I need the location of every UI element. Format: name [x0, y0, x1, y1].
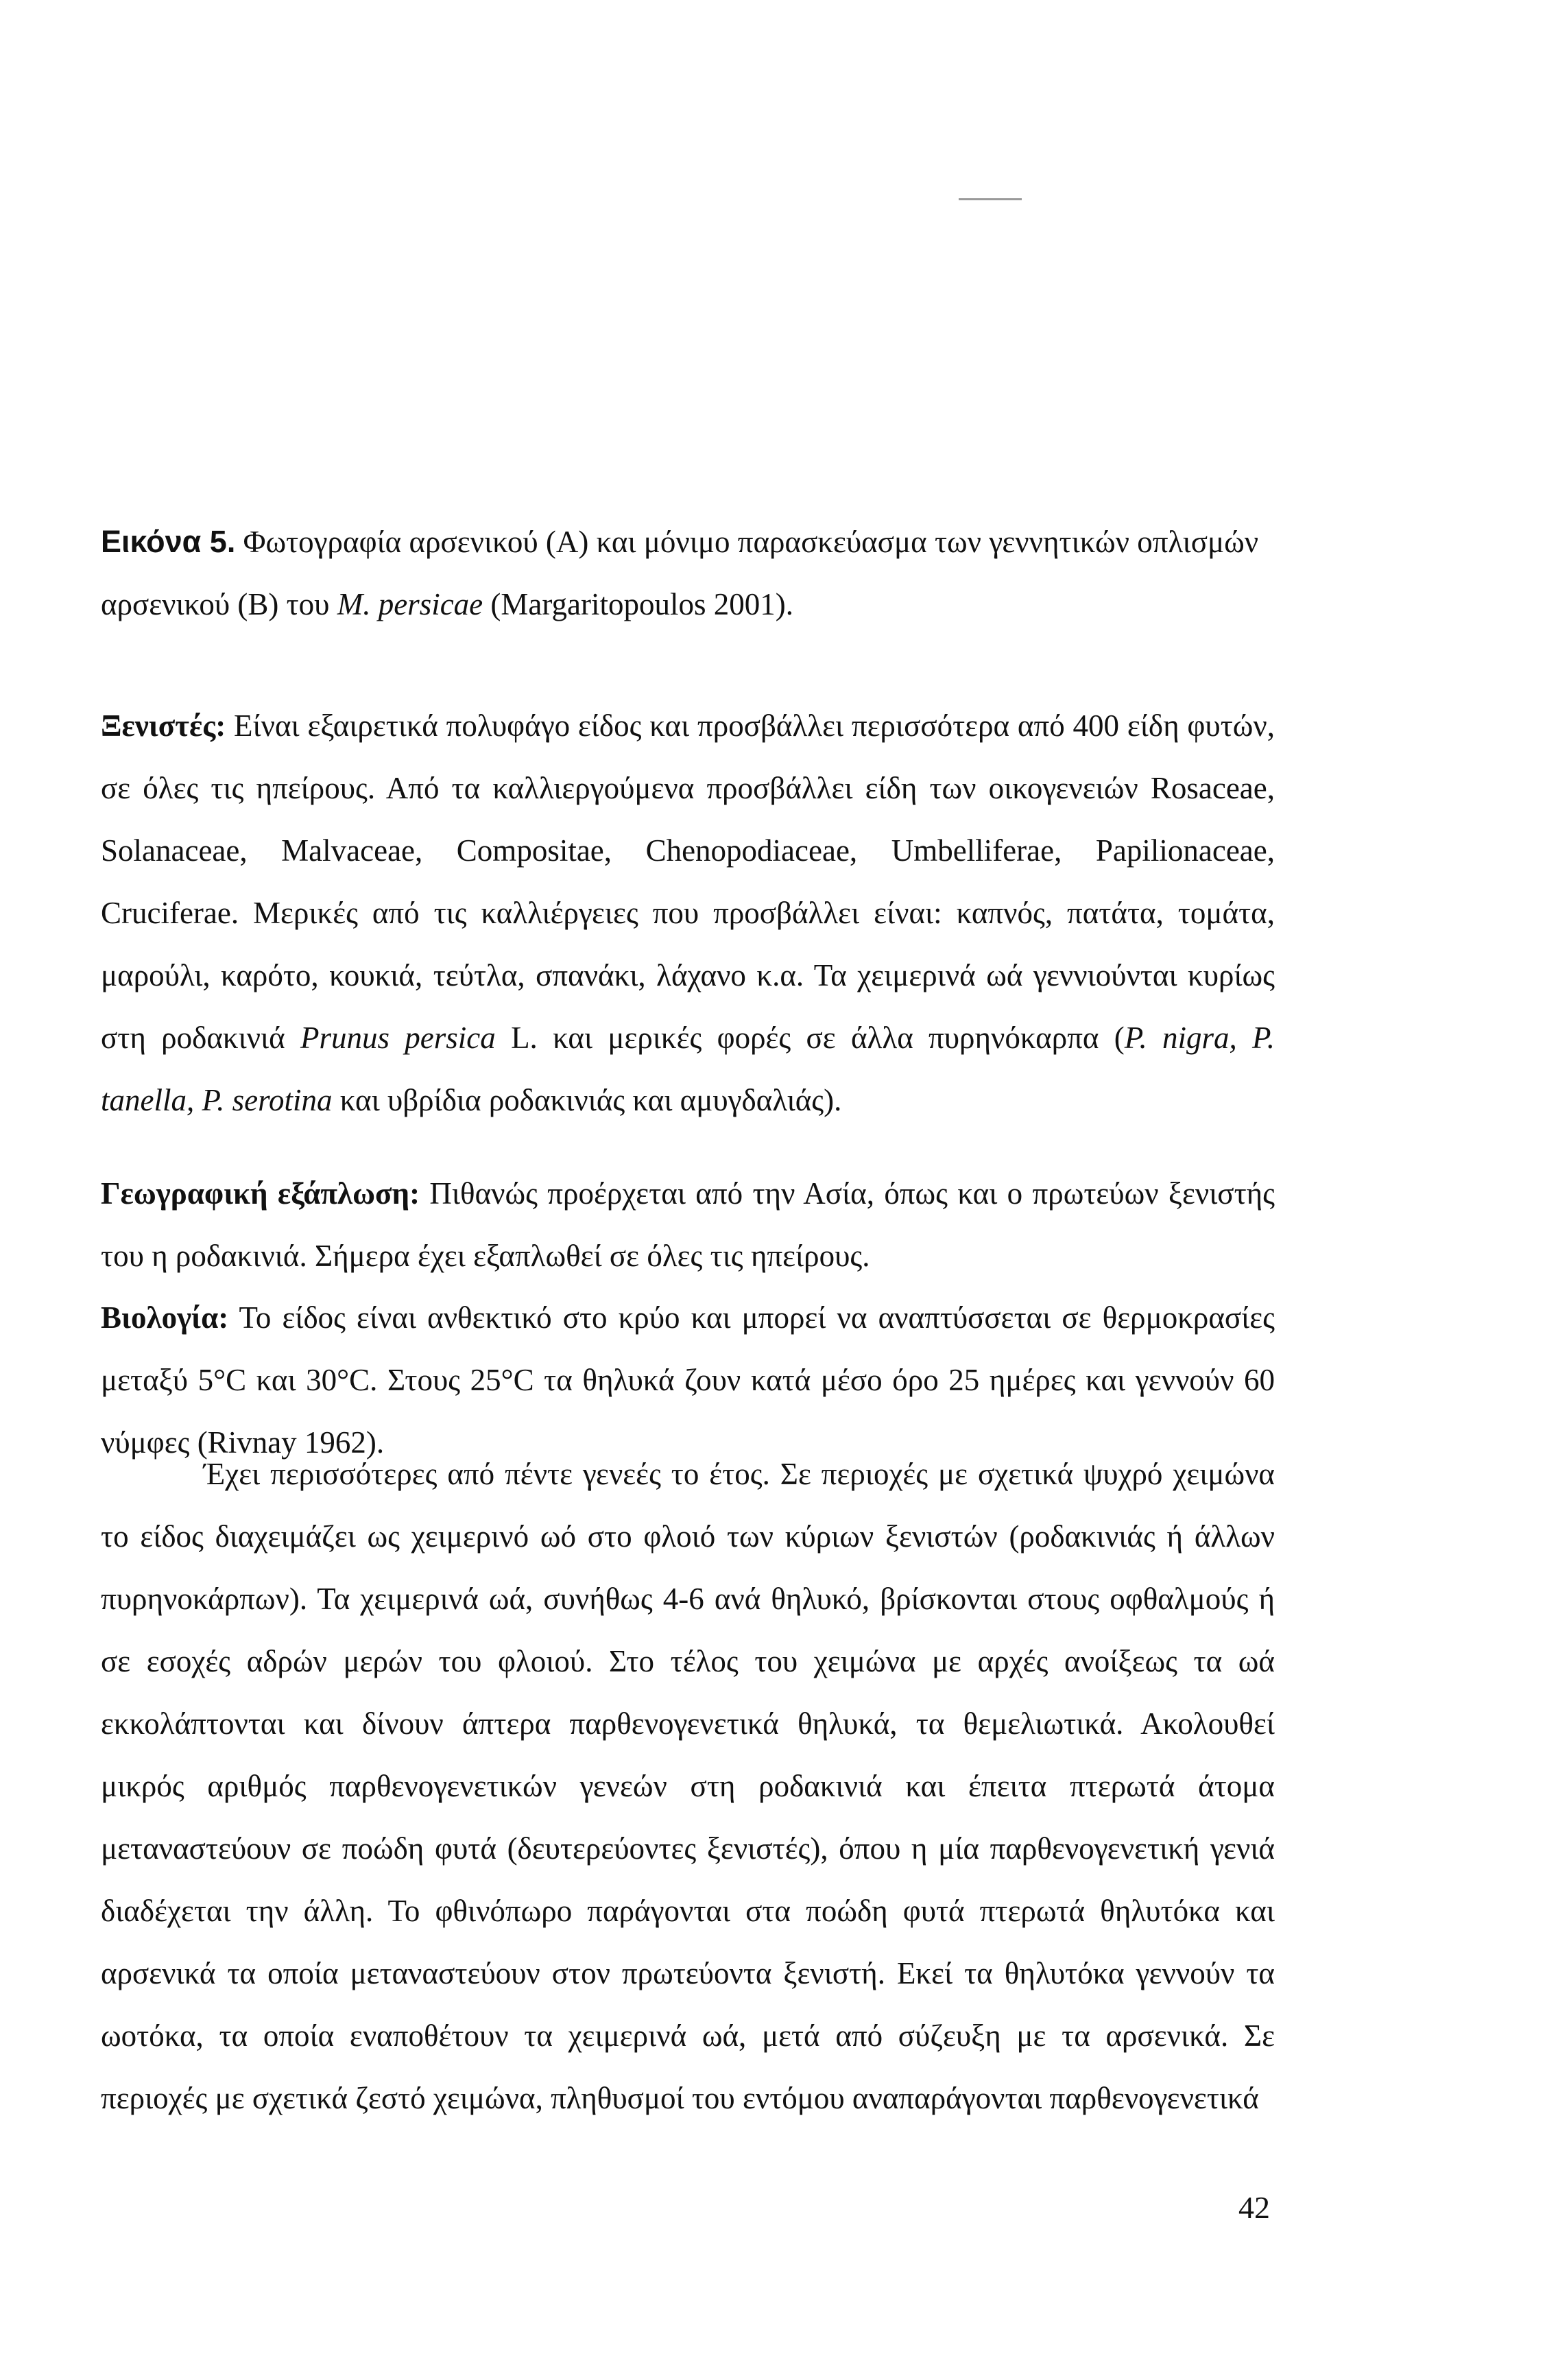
figure-label: Εικόνα 5.	[101, 524, 236, 559]
biology-continued-paragraph	[101, 1443, 1275, 2130]
hosts-species-2: P. nigra, P. tanella, P. serotina	[101, 1021, 1275, 1117]
hosts-label: Ξενιστές:	[101, 709, 226, 743]
distribution-label: Γεωγραφική εξάπλωση:	[101, 1176, 420, 1211]
caption-text: Φωτογραφία αρσενικού (Α) και μόνιμο παρασκεύασμα των γεννητικών οπλισμών αρσενικού (Β) του	[101, 525, 1259, 621]
distribution-paragraph	[101, 1163, 1275, 1287]
hosts-text-3: και υβρίδια ροδακινιάς και αμυγδαλιάς).	[332, 1083, 842, 1117]
biology-text: Το είδος είναι ανθεκτικό στο κρύο και μπορεί να αναπτύσσεται σε θερμοκρασίες μεταξύ 5°C και 30°C. Στους 25°C τα θηλυκά ζουν κατά μέσο όρο 25 ημέρες και γεννούν 60 νύμφες (Rivnay 1962).	[101, 1300, 1275, 1460]
biology-label: Βιολογία:	[101, 1300, 229, 1335]
biology-continued-text: Έχει περισσότερες από πέντε γενεές το έτος. Σε περιοχές με σχετικά ψυχρό χειμώνα το είδος διαχειμάζει ως χειμερινό ωό στο φλοιό των κύριων ξενιστών (ροδακινιάς ή άλλων πυρηνοκάρπων). Τα χειμερινά ωά, συνήθως 4-6 ανά θηλυκό, βρίσκονται στους οφθαλμούς ή σε εσοχές αδρών μερών του φλοιού. Στο τέλος του χειμώνα με αρχές ανοίξεως τα ωά εκκολάπτονται και δίνουν άπτερα παρθενογενετικά θηλυκά, τα θεμελιωτικά. Ακολουθεί μικρός αριθμός παρθενογενετικών γενεών στη ροδακινιά και έπειτα πτερωτά άτομα μεταναστεύουν σε ποώδη φυτά (δευτερεύοντες ξενιστές), όπου η μία παρθενογενετική γενιά διαδέχεται την άλλη. Το φθινόπωρο παράγονται στα ποώδη φυτά πτερωτά θηλυτόκα και αρσενικά τα οποία μεταναστεύουν στον πρωτεύοντα ξενιστή. Εκεί τα θηλυτόκα γεννούν τα ωοτόκα, τα οποία εναποθέτουν τα χειμερινά ωά, μετά από σύζευξη με τα αρσενικά. Σε περιοχές με σχετικά ζεστό χειμώνα, πληθυσμοί του εντόμου αναπαράγονται παρθενογενετικά	[101, 1457, 1275, 2115]
hosts-text-2: L. και μερικές φορές σε άλλα πυρηνόκαρπα (	[495, 1021, 1125, 1055]
hosts-text-1: Είναι εξαιρετικά πολυφάγο είδος και προσβάλλει περισσότερα από 400 είδη φυτών, σε όλες τις ηπείρους. Από τα καλλιεργούμενα προσβάλλει είδη των οικογενειών Rosaceae, Solanaceae, Malvaceae, Compositae, Chenopodiaceae, Umbelliferae, Papilionaceae, Cruciferae. Μερικές από τις καλλιέργειες που προσβάλλει είναι: καπνός, πατάτα, τομάτα, μαρούλι, καρότο, κουκιά, τεύτλα, σπανάκι, λάχανο κ.α. Τα χειμερινά ωά γεννιούνται κυρίως στη ροδακινιά	[101, 709, 1275, 1055]
figure-caption	[101, 510, 1275, 636]
hosts-species-1: Prunus persica	[300, 1021, 496, 1055]
hosts-paragraph	[101, 695, 1275, 1132]
header-rule	[959, 198, 1022, 200]
page-number: 42	[1238, 2190, 1270, 2225]
caption-species: M. persicae	[337, 587, 483, 621]
caption-citation: (Margaritopoulos 2001).	[483, 587, 794, 621]
distribution-text: Πιθανώς προέρχεται από την Ασία, όπως και ο πρωτεύων ξενιστής του η ροδακινιά. Σήμερα έχει εξαπλωθεί σε όλες τις ηπείρους.	[101, 1176, 1275, 1273]
